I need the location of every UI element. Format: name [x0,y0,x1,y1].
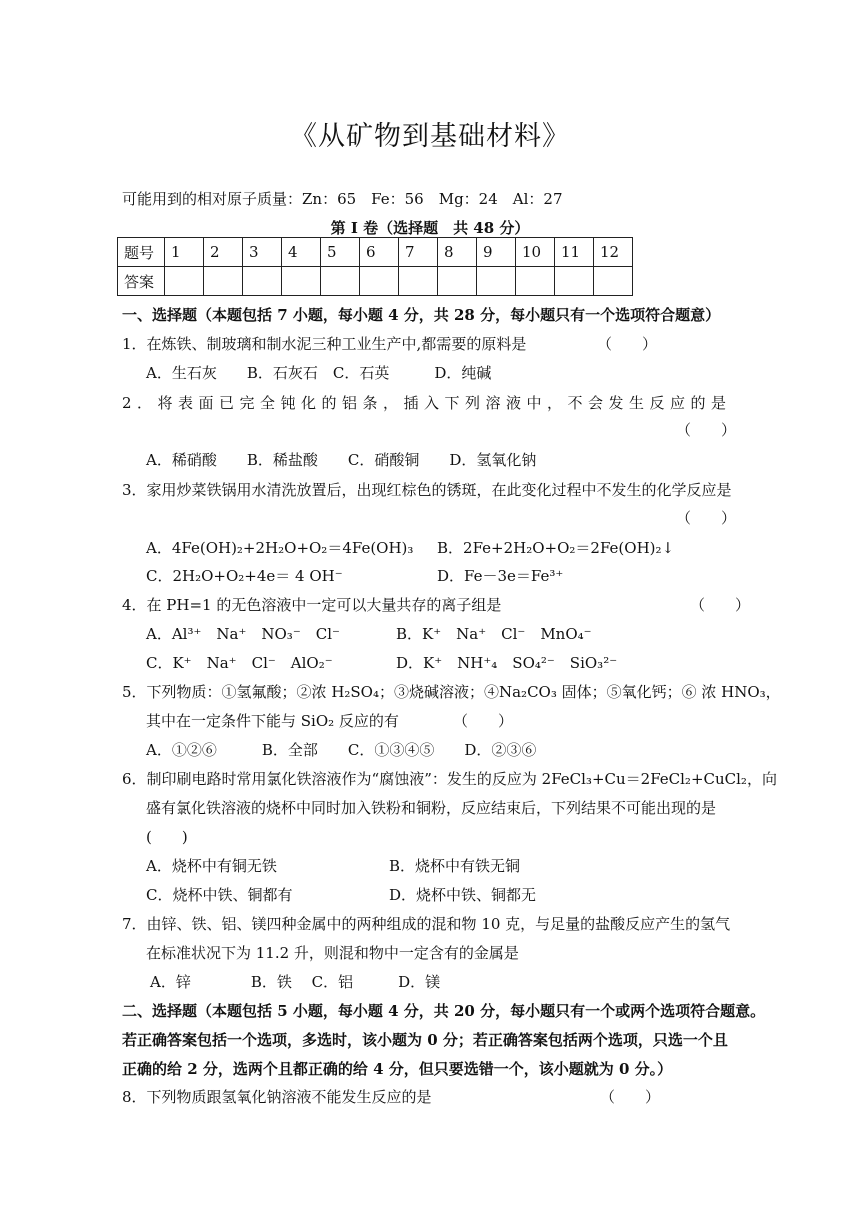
question-number-cell: 10 [516,238,555,267]
question-6-stem-continued: 盛有氯化铁溶液的烧杯中同时加入铁粉和铜粉，反应结束后，下列结果不可能出现的是 [146,799,717,817]
answer-cell[interactable] [555,267,594,296]
question-7-stem: 7．由锌、铁、铝、镁四种金属中的两种组成的混和物 10 克，与足量的盐酸反应产生的氢气 [122,915,731,933]
answer-cell[interactable] [399,267,438,296]
question-6-option-c: C．烧杯中铁、铜都有 [146,886,293,904]
question-6-stem: 6．制印刷电路时常用氯化铁溶液作为“腐蚀液”：发生的反应为 2FeCl₃+Cu＝2FeCl₂+CuCl₂，向 [122,770,777,788]
question-number-cell: 3 [243,238,282,267]
question-7-options: A．锌 B．铁 C．铝 D．镁 [150,973,441,991]
question-5-paren: （ ） [453,712,514,730]
answer-cell[interactable] [204,267,243,296]
question-7-stem-continued: 在标准状况下为 11.2 升，则混和物中一定含有的金属是 [146,944,519,962]
question-number-cell: 8 [438,238,477,267]
question-number-cell: 7 [399,238,438,267]
question-2-paren: （ ） [676,421,737,439]
question-1-options: A．生石灰 B．石灰石 C．石英 D．纯碱 [146,364,492,382]
question-8-stem: 8．下列物质跟氢氧化钠溶液不能发生反应的是 [122,1088,432,1106]
question-5-stem: 5．下列物质：①氢氟酸；②浓 H₂SO₄；③烧碱溶液；④Na₂CO₃ 固体；⑤氧化钙；⑥ 浓 HNO₃， [122,683,781,701]
question-number-cell: 12 [594,238,633,267]
atomic-mass-note: 可能用到的相对原子质量：Zn：65 Fe：56 Mg：24 Al：27 [122,190,563,208]
answer-cell[interactable] [282,267,321,296]
section-2-heading: 二、选择题（本题包括 5 小题，每小题 4 分，共 20 分，每小题只有一个或两个选项符合题意。 [122,1002,766,1020]
answer-cell[interactable] [516,267,555,296]
question-number-cell: 4 [282,238,321,267]
section-1-heading: 一、选择题（本题包括 7 小题，每小题 4 分，共 28 分，每小题只有一个选项符合题意） [122,306,721,324]
question-4-option-d: D．K⁺ NH⁺₄ SO₄²⁻ SiO₃²⁻ [396,654,618,672]
question-3-option-d: D．Fe－3e＝Fe³⁺ [437,567,564,585]
question-4-option-b: B．K⁺ Na⁺ Cl⁻ MnO₄⁻ [396,625,592,643]
volume-heading: 第 I 卷（选择题 共 48 分） [330,219,530,237]
answer-table [117,237,633,296]
question-4-option-a: A．Al³⁺ Na⁺ NO₃⁻ Cl⁻ [146,625,340,643]
answer-cell[interactable] [594,267,633,296]
question-3-paren: （ ） [676,509,737,527]
answer-cell[interactable] [165,267,204,296]
question-5-options: A．①②⑥ B．全部 C．①③④⑤ D．②③⑥ [146,741,537,759]
section-2-instructions: 若正确答案包括一个选项，多选时，该小题为 0 分；若正确答案包括两个选项，只选一个且 [122,1031,728,1049]
question-number-row [118,238,633,267]
answer-cell[interactable] [360,267,399,296]
question-2-options: A．稀硝酸 B．稀盐酸 C．硝酸铜 D．氢氧化钠 [146,451,537,469]
question-1-paren: （ ） [597,335,658,353]
answer-cell[interactable] [477,267,516,296]
question-number-cell: 5 [321,238,360,267]
question-2-stem: 2．将表面已完全钝化的铝条，插入下列溶液中，不会发生反应的是 [122,394,732,412]
question-4-paren: （ ） [690,596,751,614]
question-3-stem: 3．家用炒菜铁锅用水清洗放置后，出现红棕色的锈斑，在此变化过程中不发生的化学反应是 [122,481,732,499]
question-5-stem-continued: 其中在一定条件下能与 SiO₂ 反应的有 [146,712,399,730]
answer-cell[interactable] [438,267,477,296]
question-number-cell: 6 [360,238,399,267]
answer-row [118,267,633,296]
section-2-instructions-continued: 正确的给 2 分，选两个且都正确的给 4 分，但只要选错一个，该小题就为 0 分。） [122,1060,673,1078]
question-4-stem: 4．在 PH=1 的无色溶液中一定可以大量共存的离子组是 [122,596,502,614]
table-row-label: 题号 [118,238,165,267]
answer-cell[interactable] [321,267,360,296]
question-number-cell: 2 [204,238,243,267]
question-6-option-a: A．烧杯中有铜无铁 [146,857,277,875]
question-6-paren: ( ) [146,828,188,846]
question-4-option-c: C．K⁺ Na⁺ Cl⁻ AlO₂⁻ [146,654,333,672]
question-1-stem: 1．在炼铁、制玻璃和制水泥三种工业生产中,都需要的原料是 [122,335,527,353]
answer-cell[interactable] [243,267,282,296]
table-row-label: 答案 [118,267,165,296]
question-number-cell: 1 [165,238,204,267]
question-3-option-c: C．2H₂O+O₂+4e＝ 4 OH⁻ [146,567,343,585]
page-title: 《从矿物到基础材料》 [290,121,570,152]
question-8-paren: （ ） [600,1088,661,1106]
question-6-option-b: B．烧杯中有铁无铜 [389,857,521,875]
question-6-option-d: D．烧杯中铁、铜都无 [389,886,537,904]
question-number-cell: 11 [555,238,594,267]
question-3-option-b: B．2Fe+2H₂O+O₂＝2Fe(OH)₂↓ [437,539,675,557]
question-number-cell: 9 [477,238,516,267]
question-3-option-a: A．4Fe(OH)₂+2H₂O+O₂＝4Fe(OH)₃ [146,539,414,557]
